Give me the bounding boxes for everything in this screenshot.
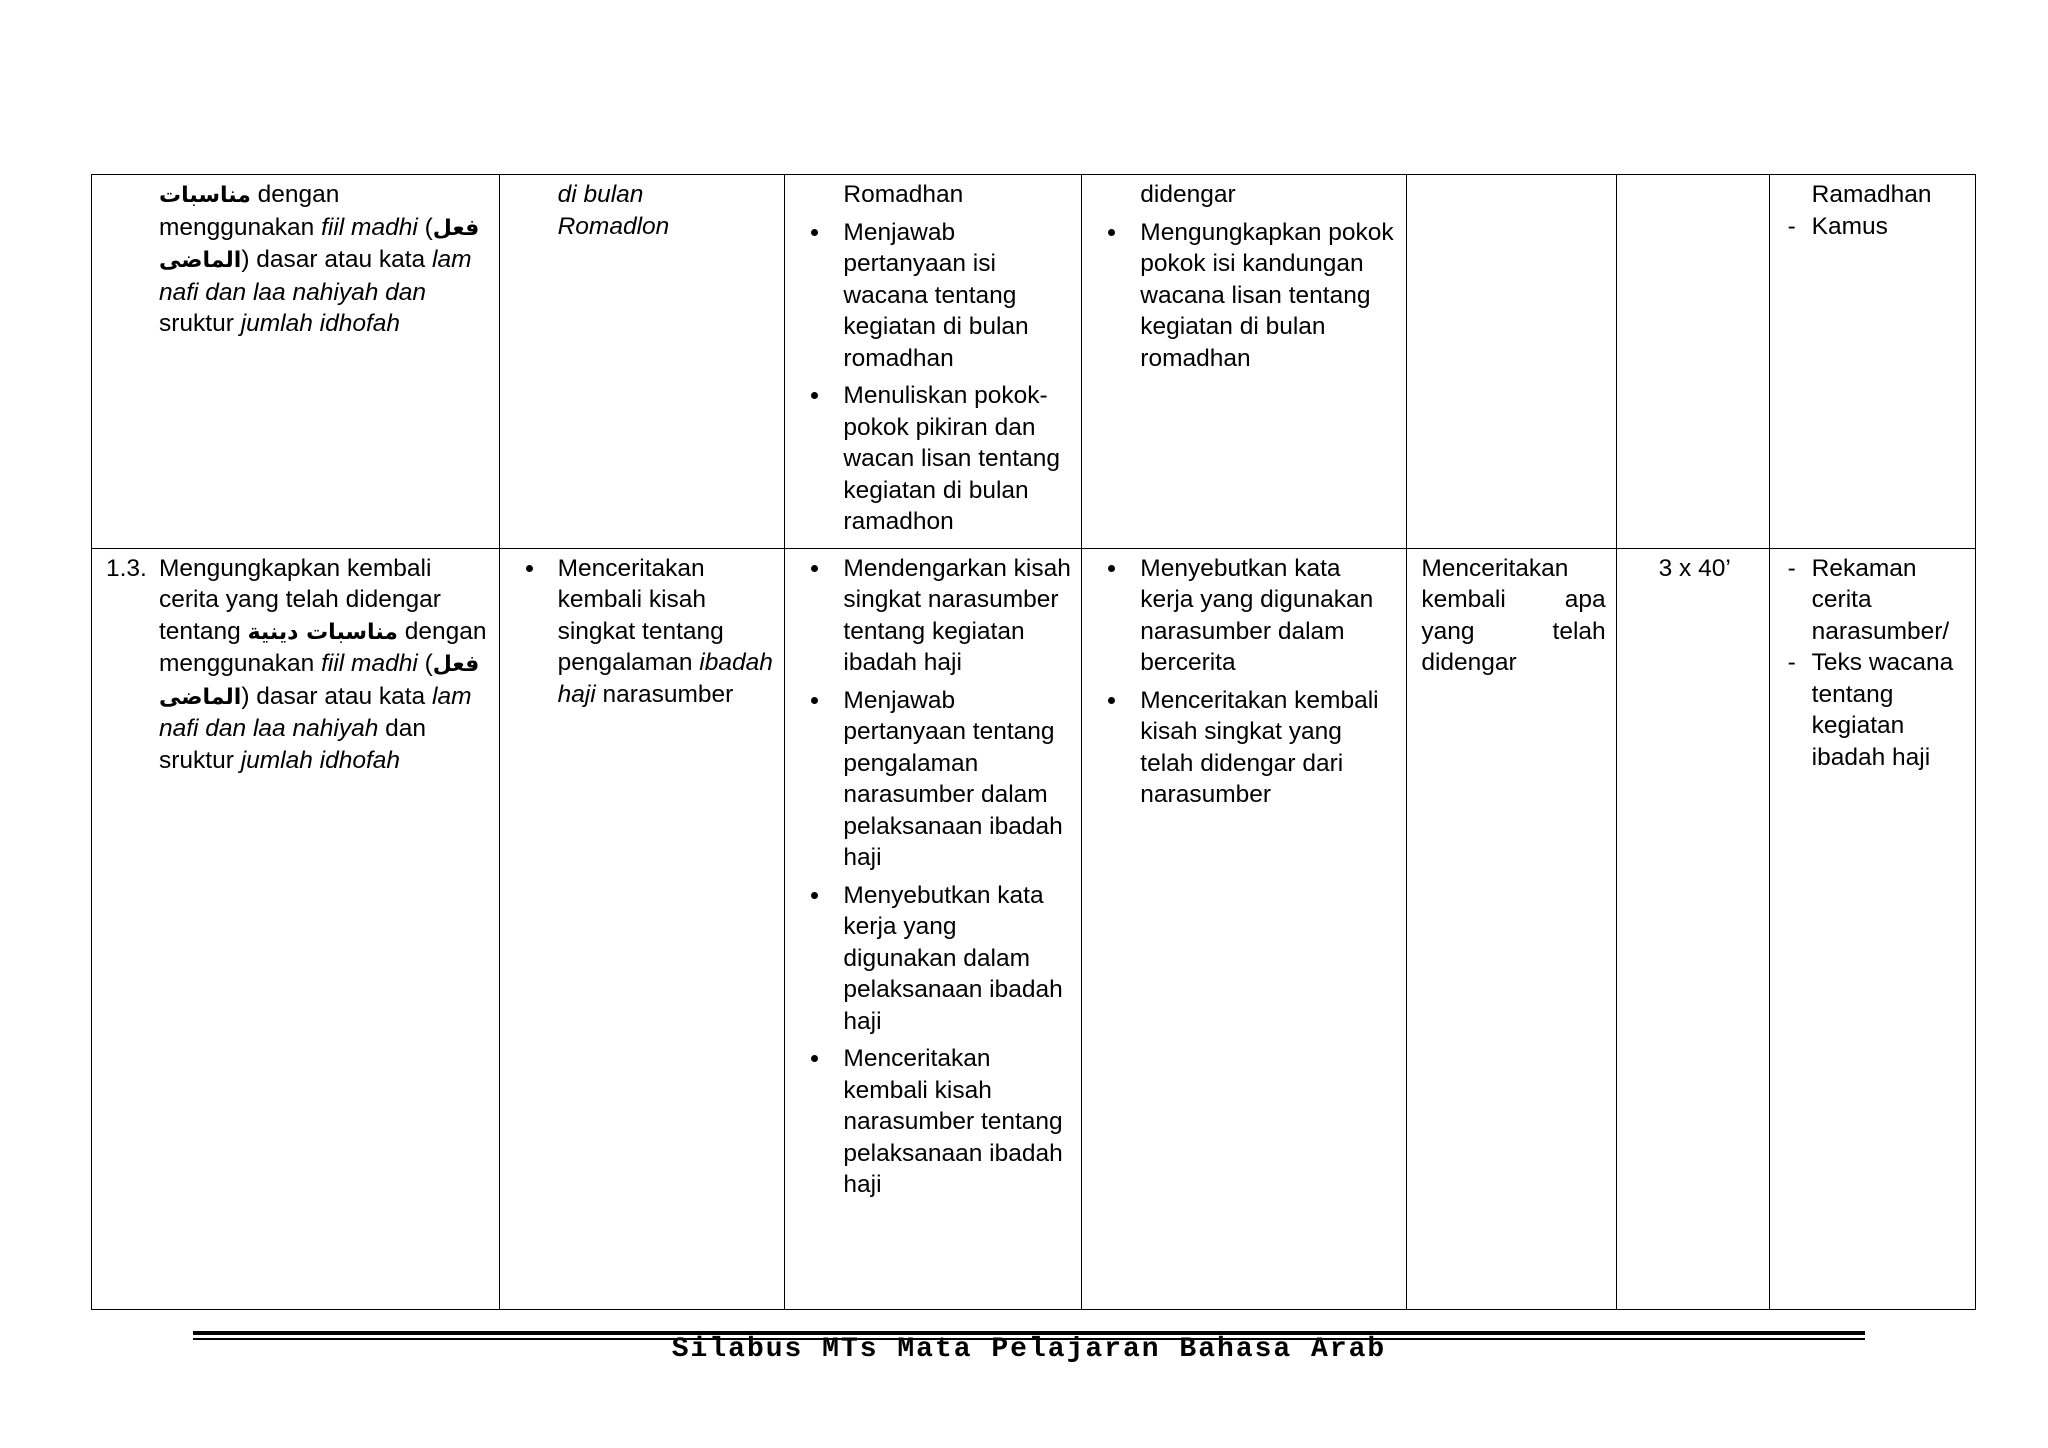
kegiatan-list	[799, 179, 1071, 538]
cell-penilaian	[1407, 548, 1616, 1309]
bullet-icon	[811, 697, 818, 704]
cell-penilaian	[1407, 175, 1616, 549]
list-item: - Kamus	[1784, 211, 1965, 243]
dash-icon: -	[1787, 649, 1796, 676]
arabic-term: فعل الماضى	[159, 215, 480, 273]
list-item: Mendengarkan kisah singkat narasumber tentang kegiatan ibadah haji	[799, 553, 1071, 679]
arabic-term: مناسبات دينية	[247, 619, 398, 645]
list-item: Menceritakan kembali kisah singkat yang telah didengar dari narasumber	[1096, 685, 1396, 811]
cell-kompetensi-dasar	[92, 548, 500, 1309]
kd-text: 1.3. Mengungkapkan kembali cerita yang telah didengar tentang مناسبات دينية dengan menggunakan fiil madhi (فعل الماضى) dasar atau kata lam nafi dan laa nahiyah dan sruktur jumlah idhofah	[106, 554, 487, 774]
cell-sumber-belajar	[1769, 175, 1975, 549]
waktu-text: 3 x 40’	[1658, 554, 1731, 582]
materi-list	[514, 553, 775, 711]
materi-text: di bulan Romadlon	[557, 181, 670, 240]
list-item: - Teks wacana tentang kegiatan ibadah haji	[1787, 649, 1954, 771]
list-item: Menyebutkan kata kerja yang digunakan narasumber dalam bercerita	[1096, 553, 1396, 679]
list-item: didengar	[1140, 181, 1236, 208]
list-item: Menceritakan kembali kisah narasumber tentang pelaksanaan ibadah haji	[799, 1043, 1071, 1201]
bullet-icon	[1108, 229, 1115, 236]
cell-alokasi-waktu	[1616, 175, 1769, 549]
cell-alokasi-waktu	[1616, 548, 1769, 1309]
bullet-icon	[811, 1055, 818, 1062]
bullet-icon	[811, 565, 818, 572]
list-item: Menceritakan kembali kisah singkat tentang pengalaman ibadah haji narasumber	[514, 553, 775, 711]
indikator-list	[1096, 179, 1396, 374]
indikator-list	[1096, 553, 1396, 811]
sumber-list	[1784, 553, 1965, 774]
list-item: - Rekaman cerita narasumber/	[1787, 554, 1950, 645]
cell-materi	[499, 548, 785, 1309]
penilaian-text: Menceritakan kembali apa yang telah didengar	[1421, 554, 1606, 676]
bullet-icon	[811, 392, 818, 399]
list-item: Ramadhan	[1811, 181, 1932, 208]
kd-text: مناسبات dengan menggunakan fiil madhi (فعل الماضى) dasar atau kata lam nafi dan laa nahiyah dan sruktur jumlah idhofah	[159, 181, 480, 337]
list-item: Menuliskan pokok-pokok pikiran dan wacan lisan tentang kegiatan di bulan ramadhon	[799, 380, 1071, 538]
bullet-icon	[1108, 565, 1115, 572]
dash-icon: -	[1787, 212, 1796, 240]
kd-number: 1.3.	[106, 554, 147, 582]
bullet-icon	[1108, 697, 1115, 704]
table-row	[92, 175, 1976, 549]
bullet-icon	[811, 229, 818, 236]
dash-icon: -	[1787, 554, 1796, 582]
arabic-term: مناسبات	[159, 183, 251, 208]
cell-kegiatan	[785, 175, 1082, 549]
list-item: Menyebutkan kata kerja yang digunakan dalam pelaksanaan ibadah haji	[799, 880, 1071, 1038]
cell-sumber-belajar	[1769, 548, 1975, 1309]
kegiatan-list	[799, 553, 1071, 1201]
cell-materi	[499, 175, 785, 549]
cell-kegiatan	[785, 548, 1082, 1309]
footer-title: Silabus MTs Mata Pelajaran Bahasa Arab	[671, 1334, 1387, 1365]
cell-indikator	[1082, 175, 1407, 549]
cell-indikator	[1082, 548, 1407, 1309]
table-row	[92, 548, 1976, 1309]
syllabus-table	[91, 174, 1976, 1310]
list-item: Romadhan	[843, 181, 964, 208]
bullet-icon	[526, 565, 533, 572]
bullet-icon	[811, 892, 818, 899]
list-item: Menjawab pertanyaan tentang pengalaman narasumber dalam pelaksanaan ibadah haji	[799, 685, 1071, 874]
sumber-list	[1784, 179, 1965, 242]
list-item: Mengungkapkan pokok pokok isi kandungan wacana lisan tentang kegiatan di bulan romadhan	[1096, 217, 1396, 375]
cell-kompetensi-dasar	[92, 175, 500, 549]
list-item: Menjawab pertanyaan isi wacana tentang kegiatan di bulan romadhan	[799, 217, 1071, 375]
arabic-term: فعل الماضى	[159, 652, 480, 710]
